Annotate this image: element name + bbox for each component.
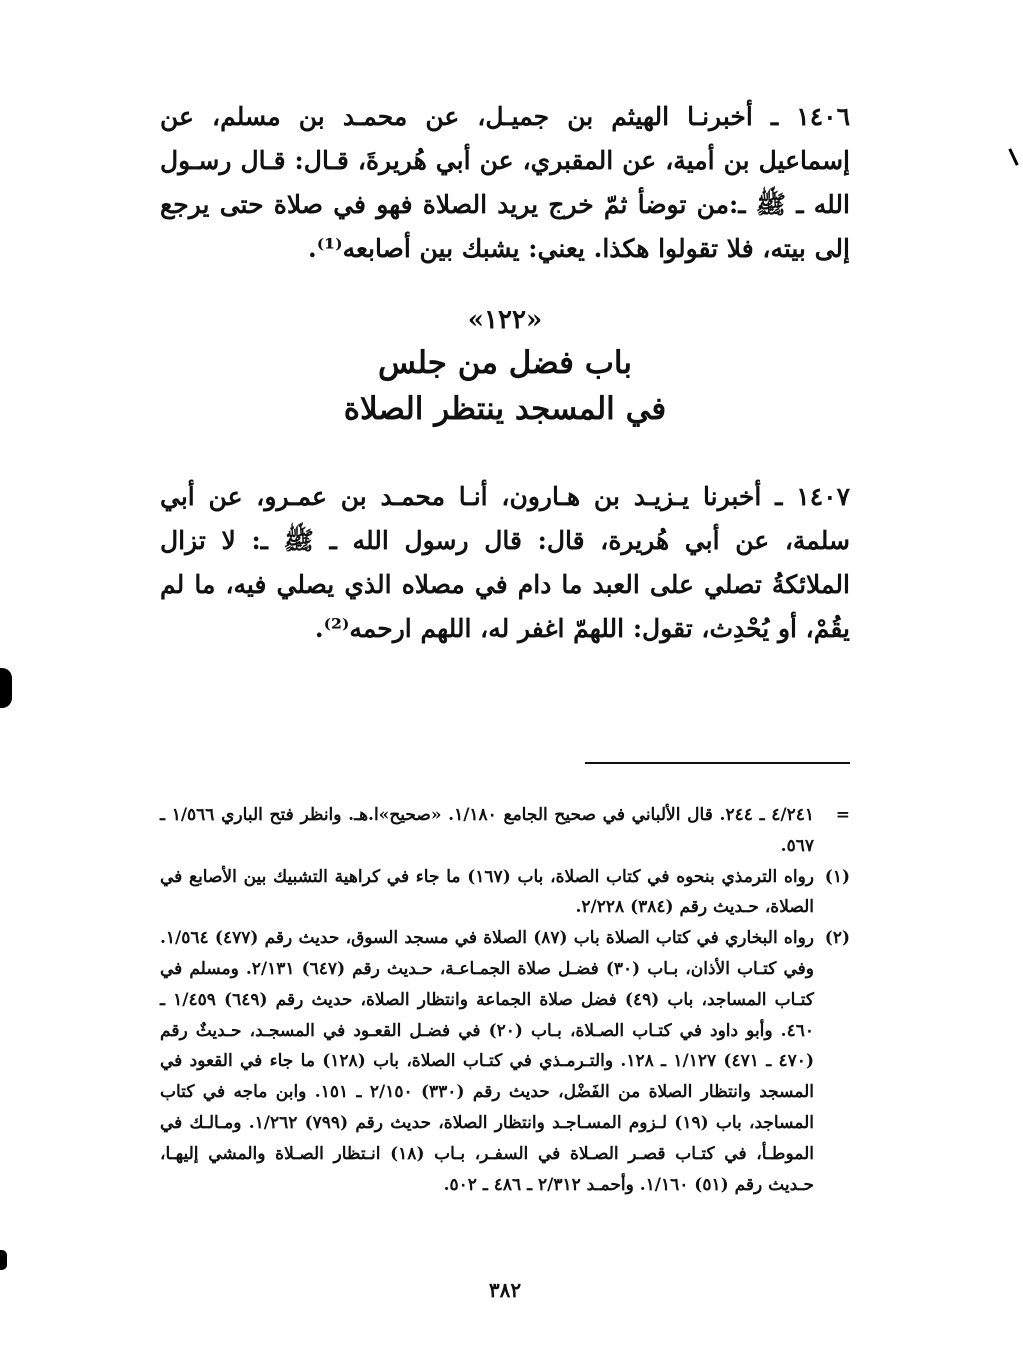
footnote-text: رواه البخاري في كتاب الصلاة باب (٨٧) الصلاة في مسجد السوق، حديث رقم (٤٧٧) ١/٥٦٤. وفي كتـاب الأذان، بـاب (٣٠) فضـل صلاة الجمـاعـة، حـديث رقم (٦٤٧) ٢/١٣١. ومسلم في كتـاب المساجد، باب (٤٩) فضل صلاة الجماعة وانتظار الصلاة، حديث رقم (٦٤٩) ١/٤٥٩ ـ ٤٦٠. وأبو داود في كتـاب الصـلاة، بـاب (٢٠) في فضـل القعـود في المسجـد، حـديثٌ رقم (٤٧٠ ـ ٤٧١) ١/١٢٧ ـ ١٢٨. والتـرمـذي في كتـاب الصلاة، باب (١٢٨) ما جاء في القعود في المسجد وانتظار الصلاة من الفَضْل، حديث رقم (٣٣٠) ٢/١٥٠ ـ ١٥١. وابن ماجه في كتاب المساجد، باب (١٩) لـزوم المسـاجـد وانتظار الصلاة، حديث رقم (٧٩٩) ١/٢٦٢. ومـالـك في الموطـأ، في كتـاب قصـر الصـلاة في السفـر، بـاب (١٨) انـتظار الصـلاة والمشي إليهـا، حـديث رقم (٥١) ١/١٦٠. وأحمـد ٢/٣١٢ ـ ٤٨٦ ـ ٥٠٢. bbox=[160, 928, 815, 1195]
footnote-text: رواه الترمذي بنحوه في كتاب الصلاة، باب (١٦٧) ما جاء في كراهية التشبيك بين الأصابع في الصلاة، حـديث رقم (٣٨٤) ٢/٢٢٨. bbox=[160, 866, 814, 918]
chapter-heading bbox=[160, 300, 850, 432]
footnote-separator bbox=[585, 762, 850, 764]
hadith-1406: ١٤٠٦ ـ أخبرنـا الهيثم بن جميـل، عن محمـد بن مسلم، عن إسماعيل بن أمية، عن المقبري، عن أبي هُريرةَ، قـال: قـال رسـول الله ـ ﷺ ـ:من توضأ ثمّ خرج يريد الصلاة فهو في صلاة حتى يرجع إلى بيته، فلا تقولوا هكذا. يعني: يشبك بين أصابعه⁽¹⁾. bbox=[160, 102, 850, 263]
footnote-text: ٤/٢٤١ ـ ٢٤٤. قال الألباني في صحيح الجامع ١/١٨٠. «صحيح»ا.هـ. وانظر فتح الباري ١/٥٦٦ ـ ٥٦٧. bbox=[160, 805, 814, 856]
footnote-continuation bbox=[160, 800, 850, 862]
footnote-marker: (٢) bbox=[824, 928, 850, 949]
scan-artifact-right bbox=[1008, 148, 1018, 166]
footnotes bbox=[160, 800, 850, 1200]
scan-artifact-left bbox=[0, 668, 12, 708]
hadith-1407: ١٤٠٧ ـ أخبرنا يـزيـد بن هـارون، أنـا محمـد بن عمـرو، عن أبي سلمة، عن أبي هُريرة، قال: قال رسول الله ـ ﷺ ـ: لا تزال الملائكةُ تصلي على العبد ما دام في مصلاه الذي يصلي فيه، ما لم يقُمْ، أو يُحْدِث، تقول: اللهمّ اغفر له، اللهم ارحمه⁽²⁾. bbox=[160, 482, 850, 643]
chapter-title-line-1: باب فضل من جلس bbox=[378, 345, 632, 381]
footnote-marker: = bbox=[835, 805, 850, 825]
page-number: ٣٨٢ bbox=[488, 1278, 522, 1302]
chapter-title-line-2: في المسجد ينتظر الصلاة bbox=[343, 391, 667, 427]
footnote-marker: (١) bbox=[824, 866, 850, 887]
chapter-number: «١٢٢» bbox=[467, 305, 543, 335]
scan-artifact-left-lower bbox=[0, 1250, 7, 1270]
footnote-1 bbox=[160, 862, 850, 924]
footnote-2 bbox=[160, 923, 850, 1200]
